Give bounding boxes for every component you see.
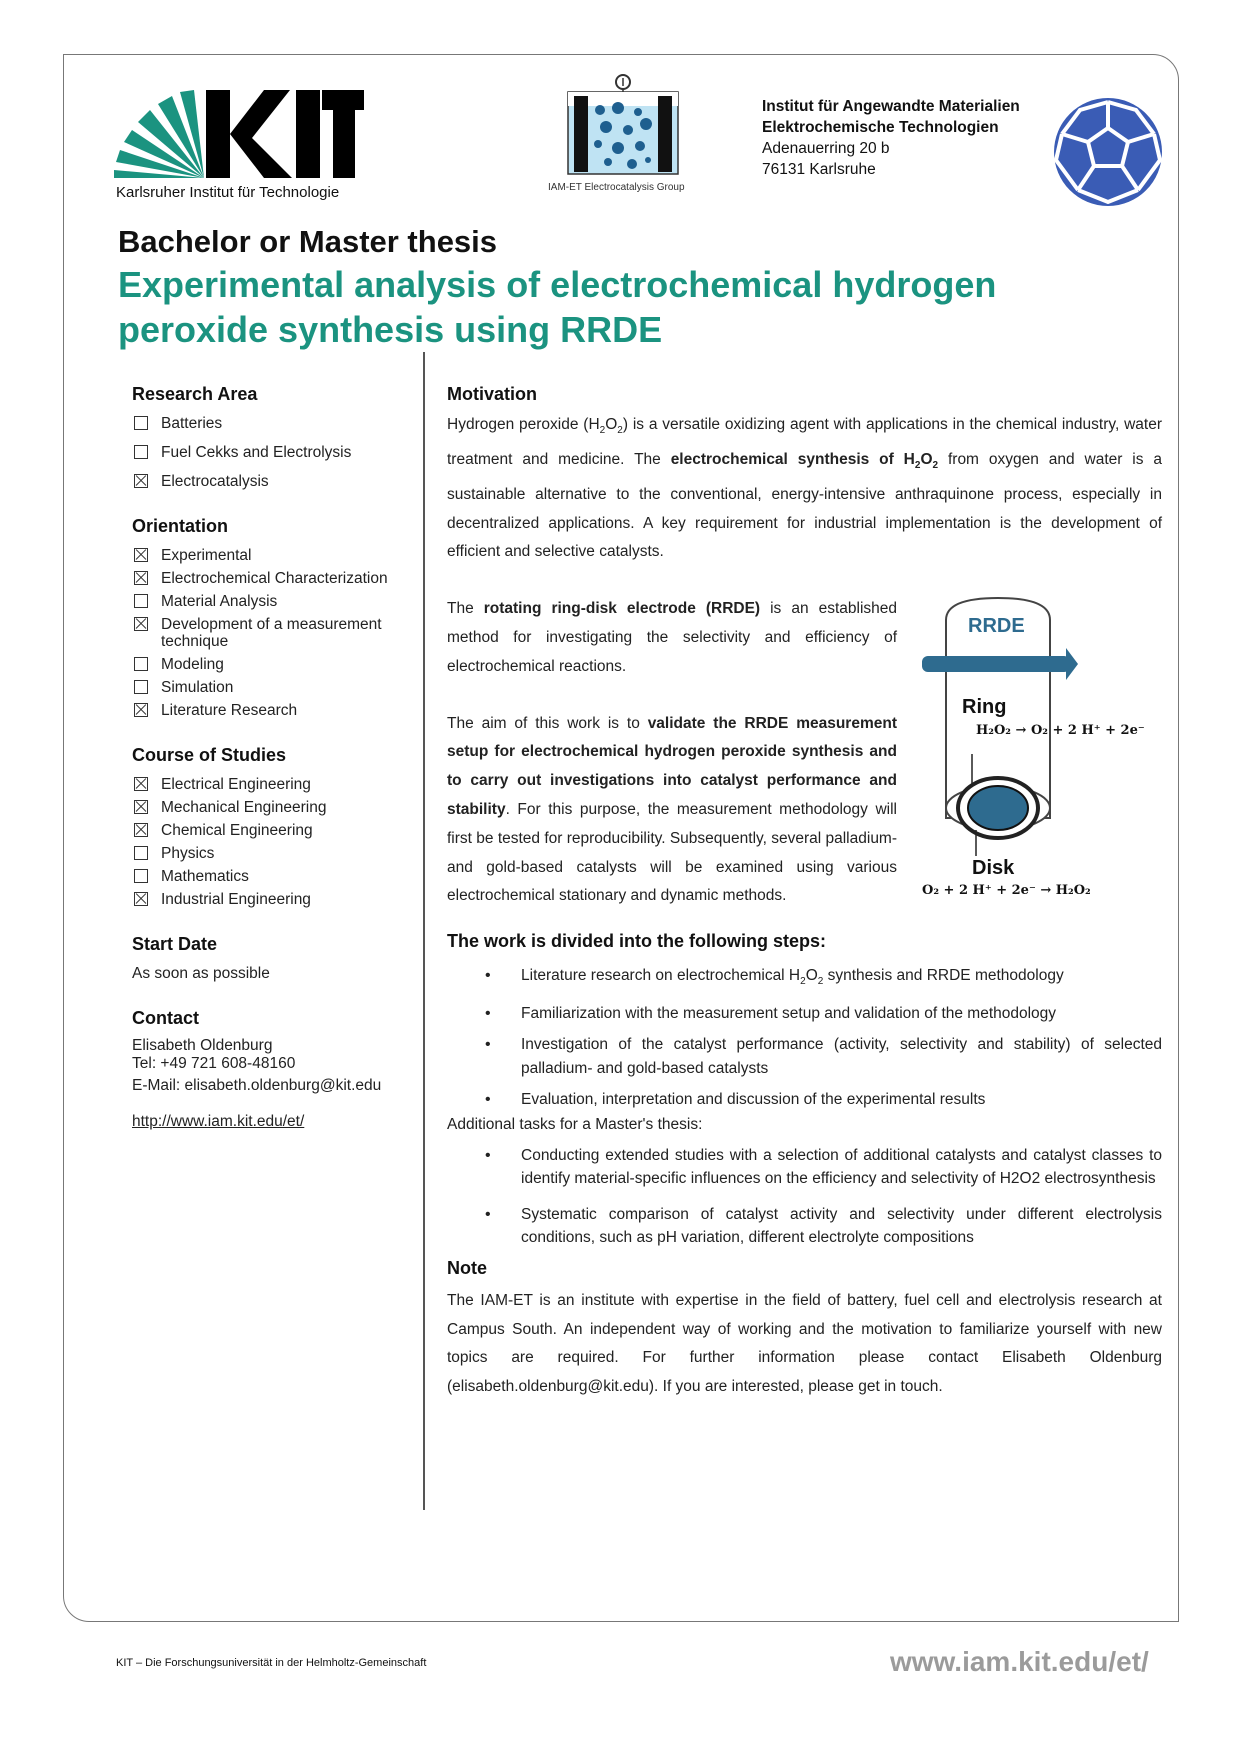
rrde-diagram: [918, 594, 1160, 904]
institute-address: [762, 96, 1020, 180]
disk-label: Disk: [972, 857, 1015, 879]
step-item: • Evaluation, interpretation and discussion of the experimental results: [447, 1088, 1162, 1112]
checkbox-mechanical: [132, 799, 412, 816]
checkbox-checked: [134, 892, 148, 906]
checkbox-unchecked: [134, 445, 148, 459]
kit-name: Karlsruher Institut für Technologie: [116, 184, 340, 201]
contact-name: Elisabeth Oldenburg: [132, 1037, 273, 1054]
checkbox-checked: [134, 617, 148, 631]
checkbox-label: Experimental: [161, 547, 252, 564]
checkbox-unchecked: [134, 680, 148, 694]
start-date-title: Start Date: [132, 934, 218, 954]
master-tasks-list: [447, 1144, 1162, 1250]
thesis-title: Experimental analysis of electrochemical hydrogen peroxide synthesis using RRDE: [118, 264, 997, 350]
column-divider: [423, 352, 425, 1510]
checkbox-chemical: [132, 822, 412, 839]
checkbox-measurement-dev: [132, 616, 412, 650]
checkbox-material-analysis: [132, 593, 412, 610]
checkbox-batteries: [132, 415, 412, 432]
orientation-section: [132, 516, 412, 719]
checkbox-literature: [132, 702, 412, 719]
note-paragraph: The IAM-ET is an institute with expertise in the field of battery, fuel cell and electrolysis research at Campus South. An independent way of working and the motivation to familiarize yourself with new topics are required. For further information please contact Elisabeth Oldenburg (elisabeth.oldenburg@kit.edu). If you are interested, please get in touch.: [447, 1291, 1162, 1396]
checkbox-modeling: [132, 656, 412, 673]
checkbox-label: Development of a measurement technique: [161, 616, 382, 650]
master-intro: Additional tasks for a Master's thesis:: [447, 1115, 703, 1133]
checkbox-checked: [134, 548, 148, 562]
checkbox-label: Modeling: [161, 656, 224, 673]
contact-tel: Tel: +49 721 608-48160: [132, 1055, 296, 1072]
motivation-paragraph: Hydrogen peroxide $(H_2O_2)$ is a versatile oxidizing agent with applications in the chemical industry, water treatment and medicine. The electrochemical synthesis of $H_2O_2$ from oxygen and water is a sustainable alternative to the conventional, energy-intensive anthraquinone process, especially in decentralized applications. A key requirement for industrial implementation is the development of efficient and selective catalysts.: [447, 416, 1163, 561]
checkbox-label: Batteries: [161, 415, 223, 432]
thesis-type: Bachelor or Master thesis: [118, 224, 498, 259]
checkbox-checked: [134, 703, 148, 717]
institute-link[interactable]: http://www.iam.kit.edu/et/: [132, 1113, 305, 1130]
rrde-paragraph: The rotating ring-disk electrode (RRDE) is an established method for investigating the selectivity and efficiency of electrochemical reactions.: [447, 600, 897, 675]
contact-section: [132, 1009, 412, 1131]
sidebar: [132, 384, 412, 1153]
course-title: Course of Studies: [132, 745, 287, 765]
contact-title: Contact: [132, 1008, 199, 1028]
checkbox-label: Literature Research: [161, 702, 298, 719]
step-item: • Familiarization with the measurement setup and validation of the methodology: [447, 1002, 1162, 1026]
step-item: • Literature research on electrochemical $H_2O_2$ synthesis and RRDE methodology: [447, 964, 1162, 994]
checkbox-checked: [134, 571, 148, 585]
checkbox-unchecked: [134, 869, 148, 883]
checkbox-fuel-cells: [132, 444, 412, 461]
checkbox-label: Physics: [161, 845, 215, 862]
checkbox-label: Mathematics: [161, 868, 249, 885]
kit-logo: [114, 88, 364, 182]
note-title: Note: [447, 1257, 487, 1278]
electrocatalysis-icon: [560, 72, 690, 182]
checkbox-label: Industrial Engineering: [161, 891, 311, 908]
research-area-title: Research Area: [132, 384, 258, 404]
checkbox-label: Material Analysis: [161, 593, 278, 610]
checkbox-mathematics: [132, 868, 412, 885]
checkbox-unchecked: [134, 846, 148, 860]
checkbox-unchecked: [134, 594, 148, 608]
checkbox-label: Mechanical Engineering: [161, 799, 327, 816]
footer-left: KIT – Die Forschungsuniversität in der Helmholtz-Gemeinschaft: [116, 1657, 427, 1669]
diagram-title: RRDE: [968, 615, 1025, 637]
steps-title: The work is divided into the following steps:: [447, 931, 827, 952]
group-caption: IAM-ET Electrocatalysis Group: [548, 182, 685, 193]
disk-equation: O₂ + 2 H⁺ + 2e⁻ → H₂O₂: [922, 883, 1091, 898]
aim-paragraph: The aim of this work is to validate the RRDE measurement setup for electrochemical hydrogen peroxide synthesis and to carry out investigations into catalyst performance and stability. For this purpose, the measurement methodology will first be tested for reproducibility. Subsequently, several palladium- and gold-based catalysts will be examined using various electrochemical stationary and dynamic methods.: [447, 714, 898, 905]
checkbox-experimental: [132, 547, 412, 564]
checkbox-industrial: [132, 891, 412, 908]
checkbox-unchecked: [134, 416, 148, 430]
contact-email: E-Mail: elisabeth.oldenburg@kit.edu: [132, 1077, 382, 1094]
checkbox-label: Electrical Engineering: [161, 776, 311, 793]
checkbox-electrochem-char: [132, 570, 412, 587]
checkbox-electrical: [132, 776, 412, 793]
checkbox-label: Electrochemical Characterization: [161, 570, 388, 587]
ring-equation: H₂O₂ → O₂ + 2 H⁺ + 2e⁻: [976, 723, 1145, 738]
footer-url[interactable]: www.iam.kit.edu/et/: [890, 1646, 1149, 1677]
master-task-item: • Systematic comparison of catalyst activity and selectivity under different electrolysis conditions, such as pH variation, different electrolyte compositions: [447, 1203, 1162, 1250]
checkbox-checked: [134, 823, 148, 837]
institute-dept: Elektrochemische Technologien: [762, 119, 999, 136]
rotation-band: [922, 656, 1070, 672]
institute-name: Institut für Angewandte Materialien: [762, 98, 1020, 115]
checkbox-checked: [134, 777, 148, 791]
start-date-section: [132, 934, 412, 983]
checkbox-checked: [134, 474, 148, 488]
ring-label: Ring: [962, 696, 1007, 718]
disk-electrode: [968, 786, 1028, 830]
checkbox-label: Fuel Cekks and Electrolysis: [161, 444, 352, 461]
institute-ball-logo: [1052, 96, 1164, 208]
course-section: [132, 745, 412, 908]
checkbox-simulation: [132, 679, 412, 696]
address-street: Adenauerring 20 b: [762, 140, 890, 157]
step-item: • Investigation of the catalyst performance (activity, selectivity and stability) of selected palladium- and gold-based catalysts: [447, 1033, 1162, 1080]
address-city: 76131 Karlsruhe: [762, 161, 876, 178]
checkbox-physics: [132, 845, 412, 862]
motivation-title: Motivation: [447, 384, 537, 404]
checkbox-label: Simulation: [161, 679, 234, 696]
master-task-item: • Conducting extended studies with a selection of additional catalysts and catalyst classes to identify material-specific influences on the efficiency and selectivity of H2O2 electrosynthesis: [447, 1144, 1162, 1191]
research-area-section: [132, 384, 412, 490]
checkbox-label: Chemical Engineering: [161, 822, 313, 839]
steps-list: [447, 964, 1162, 1112]
orientation-title: Orientation: [132, 516, 229, 536]
checkbox-unchecked: [134, 657, 148, 671]
checkbox-label: Electrocatalysis: [161, 473, 269, 490]
checkbox-checked: [134, 800, 148, 814]
checkbox-electrocatalysis: [132, 473, 412, 490]
rotation-arrow-icon: [1066, 648, 1078, 680]
start-date-value: As soon as possible: [132, 965, 270, 982]
